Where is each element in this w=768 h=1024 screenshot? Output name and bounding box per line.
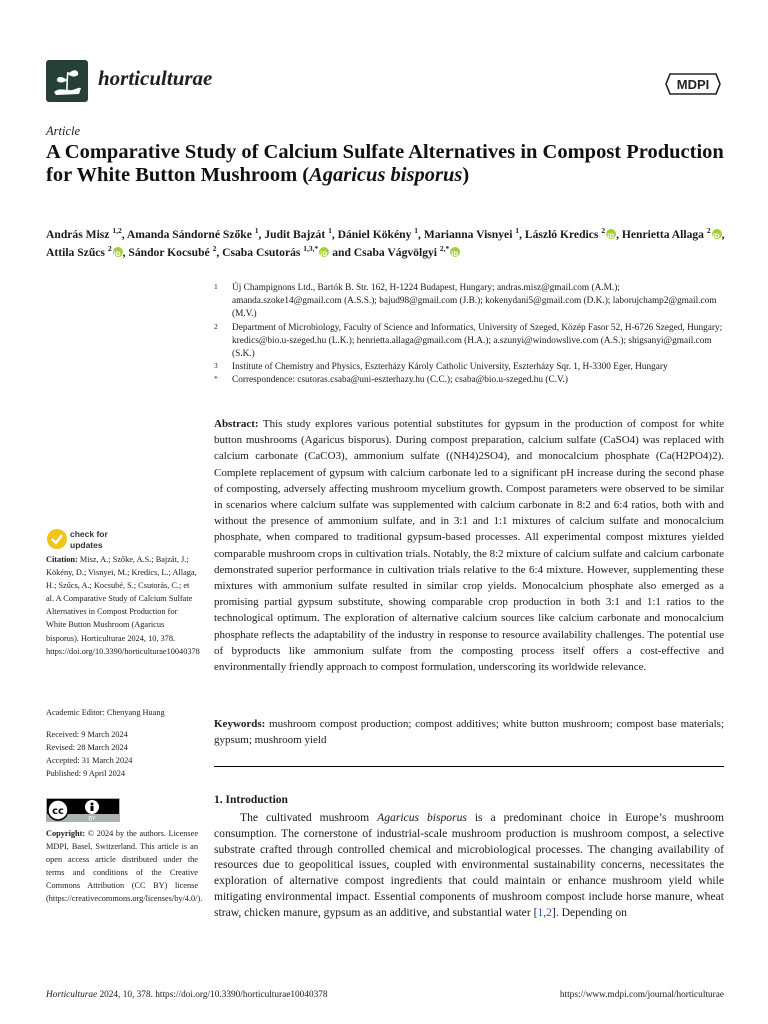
author[interactable]: Dániel Kökény $^1$ <box>337 226 419 241</box>
revised-date: Revised: 28 March 2024 <box>46 743 128 753</box>
reference-link[interactable]: 1,2 <box>537 905 552 919</box>
article-title: A Comparative Study of Calcium Sulfate Alternatives in Compost Production for White Button Mushroom (Agaricus bisporus) <box>46 141 724 186</box>
orcid-icon[interactable] <box>450 247 460 257</box>
footer-journal-url[interactable]: https://www.mdpi.com/journal/horticulturae <box>559 990 724 1000</box>
affiliation-number: 1 <box>214 282 218 291</box>
section-heading: 1. Introduction <box>214 794 288 806</box>
orcid-icon[interactable] <box>319 247 329 257</box>
received-date: Received: 9 March 2024 <box>46 730 128 739</box>
cc-by-license-badge[interactable] <box>46 798 120 826</box>
dates <box>46 728 198 780</box>
copyright-text: © 2024 by the authors. Licensee MDPI, Basel, Switzerland. This article is an open access article distributed under the terms and conditions of the Creative Commons Attribution (CC BY) license (https://creativecommons.org/licenses/by/4.0/). <box>46 829 203 904</box>
affiliation-item <box>214 361 724 374</box>
mdpi-logo <box>664 70 722 102</box>
check-label-2: updates <box>70 540 103 550</box>
citation-text: Misz, A.; Szőke, A.S.; Bajzát, J.; Kökény, D.; Visnyei, M.; Kredics, L.; Allaga, H.; Szűcs, A.; Kocsubé, S.; Csutorás, C.; et al. A Comparative Study of Calcium Sulfate Alternatives in Compost Production for White Button Mushroom (Agaricus bisporus). Horticulturae 2024, 10, 378. https://doi.org/10.3390/horticulturae10040378 <box>46 555 200 656</box>
check-label-1: check for <box>70 529 108 539</box>
affiliation-number: 3 <box>214 361 218 371</box>
author[interactable]: Marianna Visnyei $^1$ <box>423 226 520 241</box>
abstract-text: This study explores various potential substitutes for gypsum in the production of compost for white button mushrooms (Agaricus bisporus). During compost preparation, calcium sulfate (CaSO4) was replaced with calcium carbonate (CaCO3), ammonium sulfate ((NH4)2SO4), and monocalcium phosphate (Ca(H2PO4)2). Complete replacement of gypsum with calcium carbonate led to a significant pH increase during the second phase of composting, adversely affecting mushroom mycelium growth. Compost parameters were observed to be similar in scenarios where calcium sulfate was supplemented with calcium carbonate in 8:2 and 6:4 ratios, both with and without the presence of ammonium sulfate, and in 3:1 and 1:1 mixtures of calcium sulfate and monocalcium phosphate, when compared to traditional gypsum-based processes. All experimental compost mixtures yielded comparable mushroom crops in cultivation trials. Notably, the 8:2 mixture of calcium sulfate and calcium carbonate demonstrated superior performance in cultivation trials relative to the 6:4 mixture. However, supplementing these mixtures with ammonium sulfate resulted in similar crop yields. Monocalcium phosphate also emerged as a promising partial gypsum substitute, showing comparable crop production in both 3:1 and 1:1 ratios to the technological optimum. The exploration of alternative calcium sources like calcium carbonate and monocalcium phosphate reflects the adaptability of the industry in response to resource availability challenges. The potential use of byproducts like ammonium sulfate from the composting process itself offers a cost-effective and environmentally friendly approach to compost formulation, underscoring its worldwide relevance. <box>214 418 724 674</box>
author[interactable]: Henrietta Allaga $^2$iD <box>622 228 722 241</box>
abstract <box>214 416 724 675</box>
journal-logo <box>46 60 88 102</box>
intro-paragraph: The cultivated mushroom Agaricus bisporus is a predominant choice in Europe’s mushroom consumption. The cornerstone of industrial-scale mushroom production is mushroom compost, a selective substrate crafted through controlled chemical and microbiological processes. The changing availability of resources due to geopolitical issues, coupled with environmental sustainability concerns, necessitates the exploration of alternative compost ingredients that could maintain or enhance mushroom yield while mitigating environmental impact. Essential components of mushroom compost include horse manure, wheat straw, chicken manure, gypsum as an additive, and substantial water [1,2]. Depending on <box>214 811 724 919</box>
abstract-label: Abstract: <box>214 418 259 430</box>
published-date: Published: 9 April 2024 <box>46 769 126 779</box>
affiliation-number: * <box>214 374 218 384</box>
divider <box>214 766 724 767</box>
author-affiliation-mark: 2,* <box>439 244 450 254</box>
cc-by-label: BY <box>88 815 96 822</box>
keywords-label: Keywords: <box>214 718 266 730</box>
footer-citation: Horticulturae 2024, 10, 378. https://doi.org/10.3390/horticulturae10040378 <box>46 990 328 1000</box>
author[interactable]: Csaba Vágvölgyi $^{2,*}$iD <box>354 246 461 259</box>
plant-hand-icon <box>46 60 88 102</box>
keywords-text: mushroom compost production; compost additives; white button mushroom; compost base materials; gypsum; mushroom yield <box>214 718 724 747</box>
orcid-icon[interactable] <box>606 229 616 239</box>
author-affiliation-mark: 1 <box>254 226 259 236</box>
author-affiliation-mark: 2 <box>107 244 112 254</box>
publisher-name: MDPI <box>676 77 710 92</box>
check-updates-icon <box>47 529 67 549</box>
affiliation-text: Institute of Chemistry and Physics, Eszterházy Károly Catholic University, Eszterházy Sqr. 1, H-3300 Eger, Hungary <box>232 362 668 373</box>
copyright: Copyright: © 2024 by the authors. Licensee MDPI, Basel, Switzerland. This article is an open access article distributed under the terms and conditions of the Creative Commons Attribution (CC BY) license (https://creativecommons.org/licenses/by/4.0/). <box>46 829 203 904</box>
author-affiliation-mark: 2 <box>601 226 606 236</box>
orcid-icon[interactable] <box>712 229 722 239</box>
affiliation-item <box>214 282 724 322</box>
author-affiliation-mark: 1 <box>328 226 332 236</box>
check-for-updates-button[interactable] <box>46 527 136 555</box>
author-affiliation-mark: 1 <box>515 226 520 236</box>
affiliations <box>214 282 724 388</box>
author-affiliation-mark: 2 <box>706 226 711 236</box>
accepted-date: Accepted: 31 March 2024 <box>46 756 133 766</box>
author-affiliation-mark: 1,2 <box>112 226 122 236</box>
affiliation-number: 2 <box>214 321 218 331</box>
affiliation-text: Correspondence: csutoras.csaba@uni-eszterhazy.hu (C.C.); csaba@bio.u-szeged.hu (C.V.) <box>232 375 568 386</box>
affiliation-item <box>214 374 724 387</box>
citation: Citation: Misz, A.; Szőke, A.S.; Bajzát, J.; Kökény, D.; Visnyei, M.; Kredics, L.; Allaga, H.; Szűcs, A.; Kocsubé, S.; Csutorás, C.; et al. A Comparative Study of Calcium Sulfate Alternatives in Compost Production for White Button Mushroom (Agaricus bisporus). Horticulturae 2024, 10, 378. https://doi.org/10.3390/horticulturae10040378 <box>46 555 200 656</box>
keywords <box>214 716 724 748</box>
author-affiliation-mark: 1,3,* <box>303 244 319 254</box>
author[interactable]: László Kredics $^2$iD <box>525 228 616 241</box>
affiliation-text: Department of Microbiology, Faculty of Science and Informatics, University of Szeged, Közép Fasor 52, H-6726 Szeged, Hungary; kredics@bio.u-szeged.hu (L.K.); henrietta.allaga@gmail.com (H.A.); a.szunyi@windowslive.com (A.S.); shigsanyi@gmail.com (S.K.) <box>232 322 723 360</box>
author[interactable]: Csaba Csutorás $^{1,3,*}$iD <box>222 246 329 259</box>
academic-editor: Academic Editor: Chenyang Huang <box>46 708 165 717</box>
affiliation-item <box>214 322 724 362</box>
author[interactable]: Sándor Kocsubé $^2$ <box>128 244 217 259</box>
author[interactable]: András Misz $^{1,2}$ <box>46 226 122 241</box>
author-affiliation-mark: 2 <box>212 244 217 254</box>
orcid-icon[interactable] <box>113 247 123 257</box>
author[interactable]: Judit Bajzát $^1$ <box>264 226 332 241</box>
journal-name: horticulturae <box>98 66 213 90</box>
author[interactable]: Amanda Sándorné Szőke $^1$ <box>126 226 259 241</box>
affiliation-text: Új Champignons Ltd., Bartók B. Str. 162, H-1224 Budapest, Hungary; andras.misz@gmail.com (A.M.); amanda.szoke14@gmail.com (A.S.S.); bajud98@gmail.com (J.B.); kokenydani5@gmail.com (D.K.); laborujchamp2@gmail.com (M.V.) <box>232 283 717 320</box>
svg-text:cc: cc <box>52 806 64 817</box>
author[interactable]: Attila Szűcs $^2$iD <box>46 246 123 259</box>
article-type: Article <box>46 124 81 138</box>
author-affiliation-mark: 1 <box>414 226 419 236</box>
author-list: András Misz $^{1,2}$, Amanda Sándorné Szőke $^1$, Judit Bajzát $^1$, Dániel Kökény $^1$, Marianna Visnyei $^1$, László Kredics $^2$iD , Henrietta Allaga $^2$iD , Attila Szűcs $^2$iD , Sándor Kocsubé $^2$, Csaba Csutorás $^{1,3,*}$iD and Csaba Vágvölgyi $^{2,*}$iD <box>46 226 736 262</box>
